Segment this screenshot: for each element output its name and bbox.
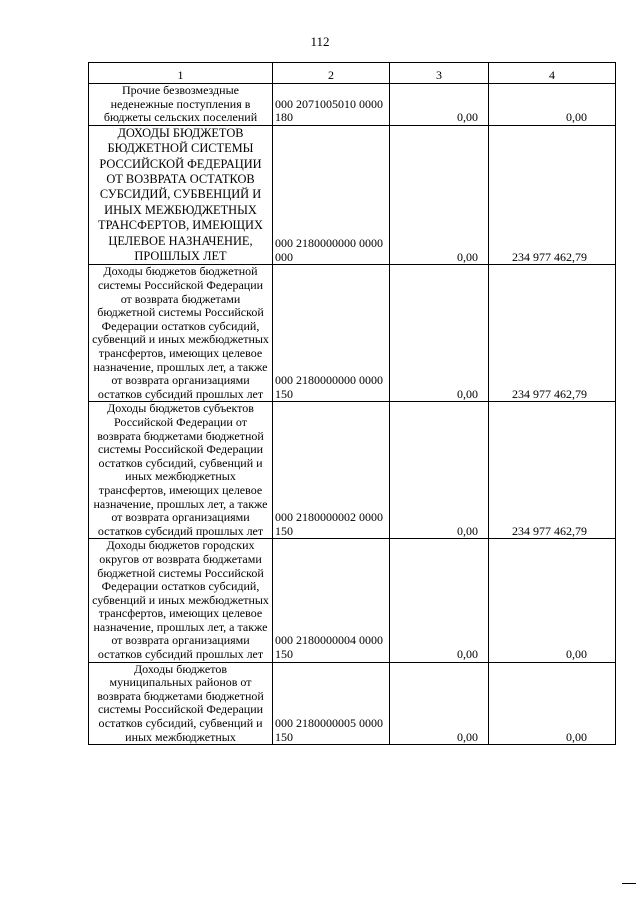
row-code: 000 2180000000 0000 000 [273,125,390,265]
row-value-col3: 0,00 [390,539,489,662]
row-value-col4: 234 977 462,79 [489,265,616,402]
row-name: Доходы бюджетов бюджетной системы Российской Федерации от возврата бюджетами бюджетной системы Российской Федерации остатков субсидий, субвенций и иных межбюджетных трансфертов, имеющих целевое назначение, прошлых лет, а также от возврата организациями остатков субсидий прошлых лет [89,265,273,402]
row-name: Прочие безвозмездные неденежные поступления в бюджеты сельских поселений [89,84,273,126]
column-header-3: 3 [390,63,489,84]
row-name: Доходы бюджетов городских округов от возврата бюджетами бюджетной системы Российской Федерации остатков субсидий, субвенций и иных межбюджетных трансфертов, имеющих целевое назначение, прошлых лет, а также от возврата организациями остатков субсидий прошлых лет [89,539,273,662]
row-value-col4: 0,00 [489,539,616,662]
row-value-col3: 0,00 [390,402,489,539]
column-header-1: 1 [89,63,273,84]
row-value-col3: 0,00 [390,265,489,402]
header-row [89,63,616,84]
budget-table [88,62,616,745]
row-value-col3: 0,00 [390,125,489,265]
row-code: 000 2180000000 0000 150 [273,265,390,402]
table-row [89,84,616,126]
page-number: 112 [310,34,330,49]
row-value-col4: 0,00 [489,662,616,745]
table-row [89,125,616,265]
row-code: 000 2071005010 0000 180 [273,84,390,126]
row-value-col3: 0,00 [390,84,489,126]
table-row [89,662,616,745]
row-code: 000 2180000005 0000 150 [273,662,390,745]
row-name: ДОХОДЫ БЮДЖЕТОВ БЮДЖЕТНОЙ СИСТЕМЫ РОССИЙСКОЙ ФЕДЕРАЦИИ ОТ ВОЗВРАТА ОСТАТКОВ СУБСИДИЙ, СУБВЕНЦИЙ И ИНЫХ МЕЖБЮДЖЕТНЫХ ТРАНСФЕРТОВ, ИМЕЮЩИХ ЦЕЛЕВОЕ НАЗНАЧЕНИЕ, ПРОШЛЫХ ЛЕТ [89,125,273,265]
column-header-2: 2 [273,63,390,84]
row-value-col4: 234 977 462,79 [489,125,616,265]
row-value-col3: 0,00 [390,662,489,745]
row-name: Доходы бюджетов субъектов Российской Федерации от возврата бюджетами бюджетной системы Российской Федерации остатков субсидий, субвенций и иных межбюджетных трансфертов, имеющих целевое назначение, прошлых лет, а также от возврата организациями остатков субсидий прошлых лет [89,402,273,539]
row-value-col4: 0,00 [489,84,616,126]
table-row [89,539,616,662]
row-code: 000 2180000004 0000 150 [273,539,390,662]
column-header-4: 4 [489,63,616,84]
table-row [89,265,616,402]
edge-mark [622,883,636,884]
row-value-col4: 234 977 462,79 [489,402,616,539]
row-name: Доходы бюджетов муниципальных районов от возврата бюджетами бюджетной системы Российской Федерации остатков субсидий, субвенций и иных межбюджетных [89,662,273,745]
table-row [89,402,616,539]
row-code: 000 2180000002 0000 150 [273,402,390,539]
